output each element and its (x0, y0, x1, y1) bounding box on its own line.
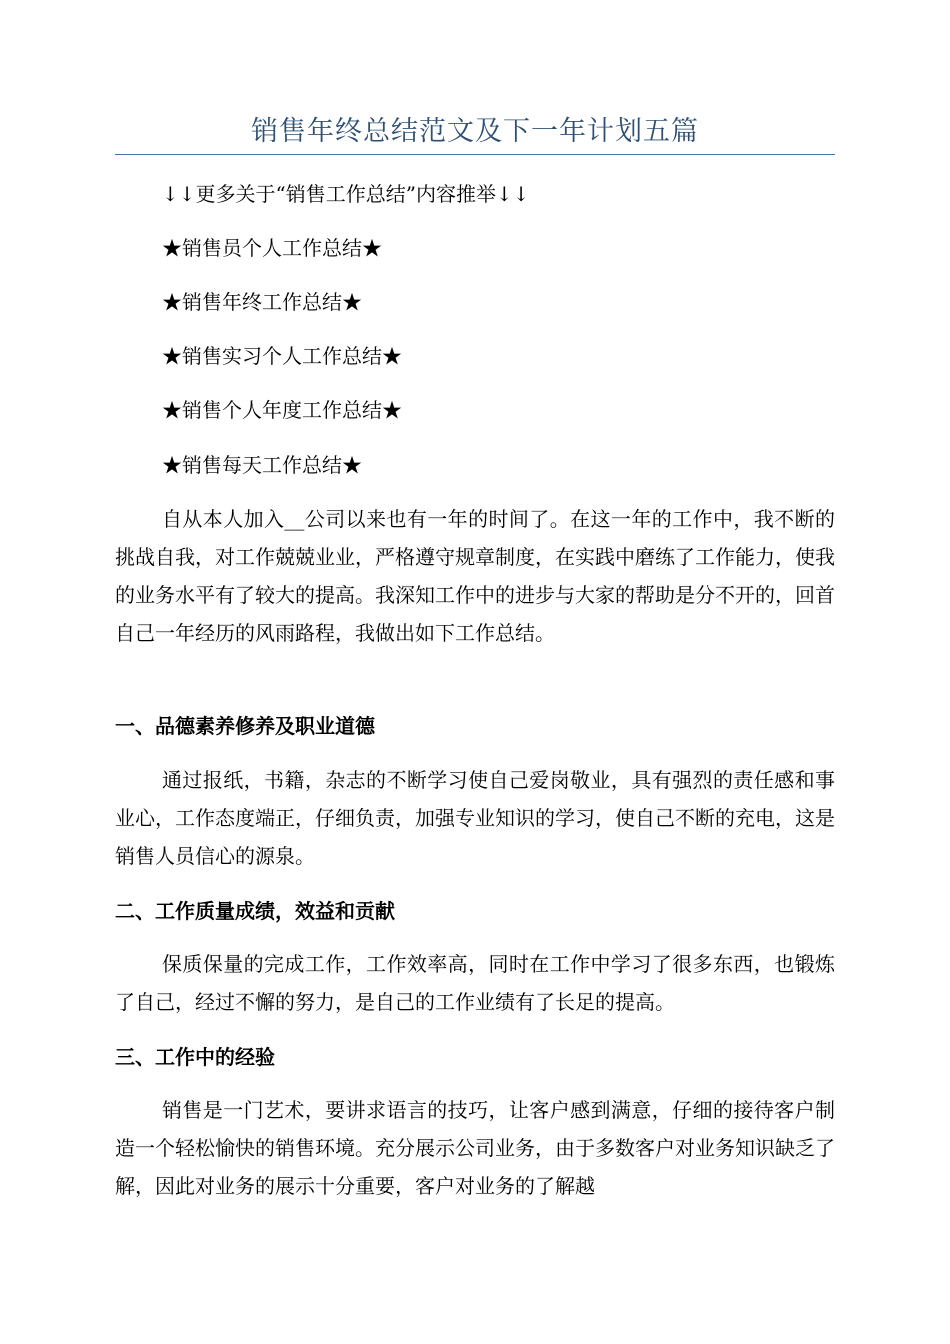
related-link-4[interactable]: ★销售个人年度工作总结★ (162, 398, 402, 422)
section-body-2: 保质保量的完成工作，工作效率高，同时在工作中学习了很多东西，也锻炼了自己，经过不懈的努力，是自己的工作业绩有了长足的提高。 (115, 952, 835, 1014)
intro-paragraph: 自从本人加入__公司以来也有一年的时间了。在这一年的工作中，我不断的挑战自我，对工作兢兢业业，严格遵守规章制度，在实践中磨练了工作能力，使我的业务水平有了较大的提高。我深知工作中的进步与大家的帮助是分不开的，回首自己一年经历的风雨路程，我做出如下工作总结。 (115, 507, 835, 645)
related-link-2[interactable]: ★销售年终工作总结★ (162, 290, 362, 314)
section-heading-3: 三、工作中的经验 (115, 1045, 275, 1069)
related-link-1[interactable]: ★销售员个人工作总结★ (162, 236, 382, 260)
section-body-3: 销售是一门艺术，要讲求语言的技巧，让客户感到满意，仔细的接待客户制造一个轻松愉快的销售环境。充分展示公司业务，由于多数客户对业务知识缺乏了解，因此对业务的展示十分重要，客户对业务的了解越 (115, 1098, 835, 1198)
document-title: 销售年终总结范文及下一年计划五篇 (251, 116, 699, 147)
recommend-line: ↓↓更多关于“销售工作总结”内容推举↓↓ (162, 182, 530, 206)
related-link-3[interactable]: ★销售实习个人工作总结★ (162, 344, 402, 368)
title-underline (115, 154, 835, 155)
section-body-1: 通过报纸，书籍，杂志的不断学习使自己爱岗敬业，具有强烈的责任感和事业心，工作态度端正，仔细负责，加强专业知识的学习，使自己不断的充电，这是销售人员信心的源泉。 (115, 768, 835, 868)
section-heading-1: 一、品德素养修养及职业道德 (115, 714, 375, 738)
section-heading-2: 二、工作质量成绩，效益和贡献 (115, 899, 395, 923)
related-link-5[interactable]: ★销售每天工作总结★ (162, 453, 362, 477)
